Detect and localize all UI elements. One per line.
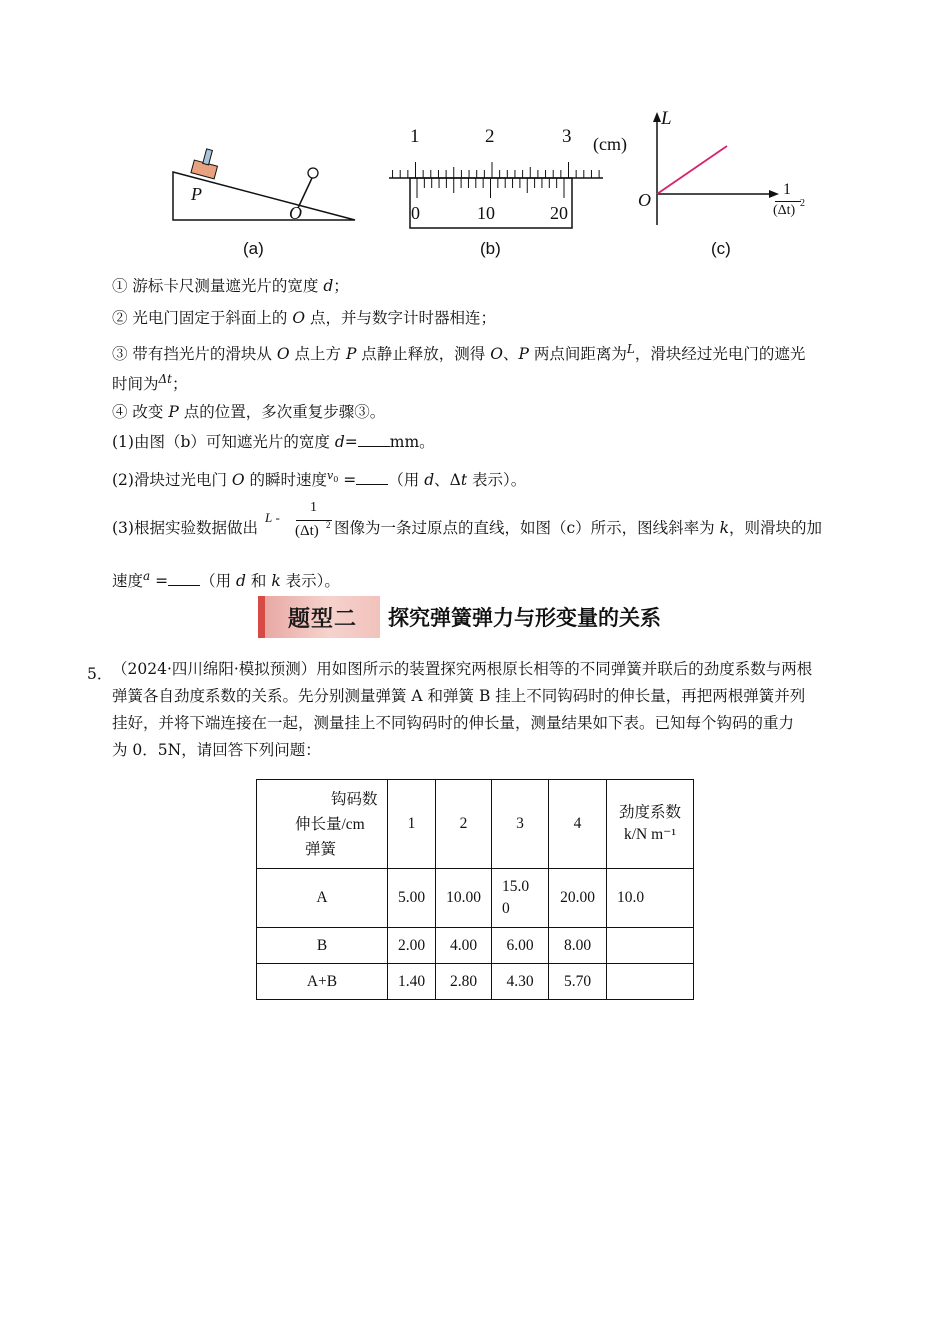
table-k-header: 劲度系数 k/N m⁻¹	[607, 780, 694, 869]
data-table	[256, 779, 694, 1000]
answer-blank-2[interactable]	[356, 470, 388, 485]
q3-fraction-den: (Δt)	[295, 523, 319, 539]
table-cell: 4.00	[436, 928, 492, 964]
figure-b-vernier-0: 0	[411, 203, 420, 223]
table-header-cell: 1	[388, 780, 436, 869]
problem-line-2: 弹簧各自劲度系数的关系。先分别测量弹簧 A 和弹簧 B 挂上不同钩码时的伸长量，再把两根弹簧并列	[112, 687, 806, 705]
table-k-cell[interactable]	[607, 964, 694, 1000]
table-cell: 5.00	[388, 869, 436, 928]
table-row	[257, 964, 694, 1000]
table-row	[257, 869, 694, 928]
section-heading	[258, 596, 661, 638]
question-3-cont: 速度$^a$ = （用 d 和 k 表示）。	[112, 569, 340, 591]
q3-fraction-exp: 2	[326, 520, 331, 530]
figure-c-x-den: (Δt)	[773, 203, 796, 218]
figure-b-main-tick-1: 1	[410, 126, 420, 147]
figure-c-x-num: 1	[783, 181, 791, 198]
answer-blank-3[interactable]	[168, 571, 200, 586]
section-badge: 题型二	[258, 596, 380, 638]
step-3: ③ 带有挡光片的滑块从 O 点上方 P 点静止释放，测得 O、P 两点间距离为$^L$，滑块经过光电门的遮光	[112, 342, 806, 364]
step-3-cont: 时间为$^{\Delta t}$；	[112, 372, 188, 394]
table-cell: 6.00	[492, 928, 549, 964]
table-cell: 10.00	[436, 869, 492, 928]
figure-a-label-o: O	[289, 203, 302, 223]
figure-b-caption: (b)	[480, 239, 501, 258]
table-cell: 2.00	[388, 928, 436, 964]
step-1: ① 游标卡尺测量遮光片的宽度 d；	[112, 277, 349, 295]
figure-a-caption: (a)	[243, 239, 264, 258]
step-2: ② 光电门固定于斜面上的 O 点，并与数字计时器相连；	[112, 309, 497, 327]
table-row-name: B	[257, 928, 388, 964]
table-cell: 4.30	[492, 964, 549, 1000]
table-cell: 15.0 0	[492, 869, 549, 928]
question-2: (2)滑块过光电门 O 的瞬时速度$^{v_0}$ = （用 d、Δt 表示）。	[112, 469, 527, 490]
figure-b-main-tick-3: 3	[562, 126, 572, 147]
figure-c-x-exp: 2	[800, 198, 805, 209]
problem-text	[112, 656, 857, 764]
table-header-row	[257, 780, 694, 869]
question-3-rest: 图像为一条过原点的直线，如图（c）所示，图线斜率为 k，则滑块的加	[334, 519, 823, 537]
problem-line-4: 为 0．5N，请回答下列问题：	[112, 741, 321, 759]
table-row-name: A+B	[257, 964, 388, 1000]
table-k-cell[interactable]	[607, 928, 694, 964]
table-header-cell: 2	[436, 780, 492, 869]
figure-c-caption: (c)	[711, 239, 731, 258]
figure-a-label-p: P	[191, 184, 202, 204]
table-cell: 20.00	[549, 869, 607, 928]
answer-blank-1[interactable]	[358, 432, 390, 447]
figure-c-origin: O	[638, 190, 651, 210]
problem-line-1: （2024·四川绵阳·模拟预测）用如图所示的装置探究两根原长相等的不同弹簧并联后的劲度系数与两根	[112, 660, 813, 678]
q3-fraction-L: L -	[265, 510, 280, 525]
table-corner-cell: 钩码数 伸长量/cm 弹簧	[257, 780, 388, 869]
table-header-cell: 3	[492, 780, 549, 869]
problem-number: 5．	[87, 665, 113, 683]
figure-b-vernier-10: 10	[477, 203, 495, 223]
figure-b-main-tick-2: 2	[485, 126, 495, 147]
question-1: (1)由图（b）可知遮光片的宽度 d= mm。	[112, 433, 435, 451]
table-cell: 2.80	[436, 964, 492, 1000]
step-4: ④ 改变 P 点的位置，多次重复步骤③。	[112, 403, 386, 421]
table-cell: 1.40	[388, 964, 436, 1000]
table-row-name: A	[257, 869, 388, 928]
question-3: (3)根据实验数据做出	[112, 519, 258, 537]
table-cell: 8.00	[549, 928, 607, 964]
table-row	[257, 928, 694, 964]
figure-c-line	[657, 146, 727, 194]
table-header-cell: 4	[549, 780, 607, 869]
section-title: 探究弹簧弹力与形变量的关系	[388, 606, 661, 630]
figure-b-unit: (cm)	[593, 134, 627, 154]
problem-line-3: 挂好，并将下端连接在一起，测量挂上不同钩码时的伸长量，测量结果如下表。已知每个钩码的重力	[112, 714, 795, 732]
q3-fraction-num: 1	[310, 500, 317, 515]
table-k-cell: 10.0	[607, 869, 694, 928]
table-cell: 5.70	[549, 964, 607, 1000]
figure-b-vernier-20: 20	[550, 203, 568, 223]
figure-c-y-label: L	[661, 108, 672, 129]
